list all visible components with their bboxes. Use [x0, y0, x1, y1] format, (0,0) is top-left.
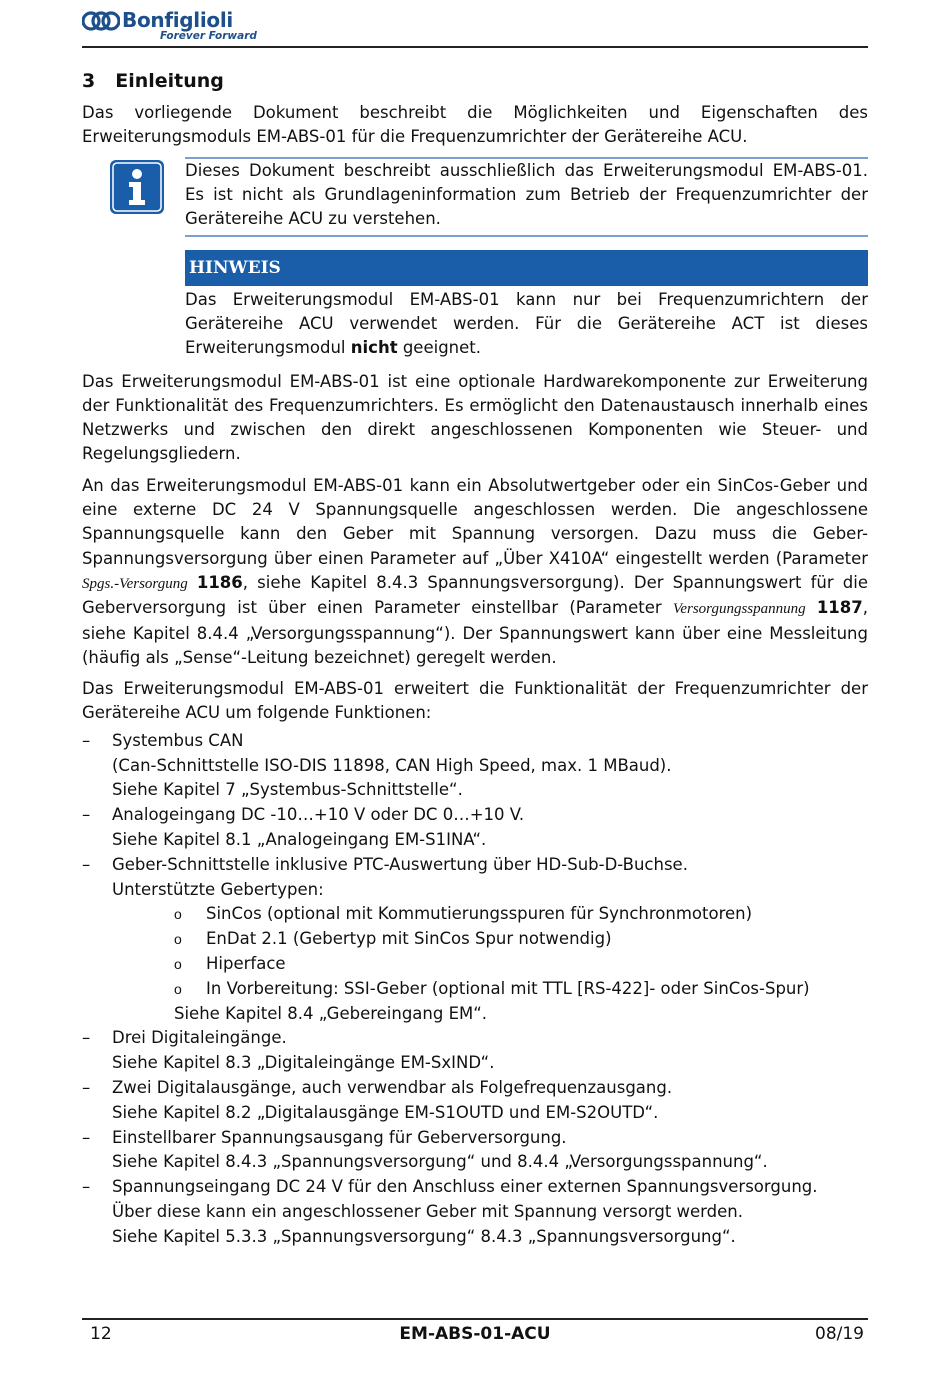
dash-bullet: –	[82, 1028, 91, 1048]
list-item	[82, 1026, 868, 1076]
feature-title: Spannungseingang DC 24 V für den Anschluss einer externen Spannungsversorgung.	[112, 1177, 818, 1197]
intro-paragraph: Das vorliegende Dokument beschreibt die Möglichkeiten und Eigenschaften des Erweiterungsmoduls EM-ABS-01 für die Frequenzumrichter der Gerätereihe ACU.	[82, 103, 868, 147]
note-text-after: geeignet.	[397, 337, 481, 357]
feature-title: Drei Digitaleingänge.	[112, 1028, 287, 1048]
p3-text-1: An das Erweiterungsmodul EM-ABS-01 kann ein Absolutwertgeber oder ein SinCos-Geber und eine externe DC 24 V Spannungsquelle angeschlossen werden. Die angeschlossene Spannungsquelle kann den Geber mit Spannung versorgen. Dazu muss die Geber-Spannungsversorgung über einen Parameter auf „Über X410A“ eingestellt werden (Parameter	[82, 475, 868, 568]
list-item	[82, 803, 868, 853]
feature-title: Zwei Digitalausgänge, auch verwendbar als Folgefrequenzausgang.	[112, 1077, 673, 1097]
p3-text-2: , siehe Kapitel 8.4.3 Spannungsversorgung). Der Spannungswert für die Geberversorgung ist über einen Parameter einstellbar (Parameter	[82, 572, 869, 618]
p3-text-3: , siehe Kapitel 8.4.4 „Versorgungsspannung“). Der Spannungswert kann über eine Messleitung (häufig als „Sense“-Leitung bezeichnet) geregelt werden.	[82, 598, 869, 667]
body-paragraph-3	[82, 474, 868, 670]
body-paragraph-4: Das Erweiterungsmodul EM-ABS-01 erweitert die Funktionalität der Frequenzumrichter der Gerätereihe ACU um folgende Funktionen:	[82, 679, 868, 723]
feature-title: Einstellbarer Spannungsausgang für Geberversorgung.	[112, 1127, 567, 1147]
circle-bullet: o	[174, 980, 182, 997]
list-item	[82, 1175, 868, 1249]
page-header	[82, 8, 868, 48]
list-item	[82, 853, 868, 1027]
feature-reference: Siehe Kapitel 8.4 „Gebereingang EM“.	[174, 1003, 488, 1023]
feature-title: Geber-Schnittstelle inklusive PTC-Auswertung über HD-Sub-D-Buchse.	[112, 854, 688, 874]
note-text-emphasis: nicht	[350, 337, 398, 357]
dash-bullet: –	[82, 1077, 91, 1097]
param-number-1186: 1186	[196, 572, 243, 592]
feature-detail: Über diese kann ein angeschlossener Geber mit Spannung versorgt werden.	[112, 1201, 743, 1221]
brand-tagline: Forever Forward	[160, 30, 257, 42]
feature-list	[82, 729, 868, 1250]
body-paragraph-2: Das Erweiterungsmodul EM-ABS-01 ist eine optionale Hardwarekomponente zur Erweiterung der Funktionalität des Frequenzumrichters. Es ermöglicht den Datenaustausch innerhalb eines Netzwerks und zwischen den direkt angeschlossenen Komponenten wie Steuer- und Regelungsgliedern.	[82, 371, 868, 464]
circle-bullet: o	[174, 906, 182, 923]
feature-title: Systembus CAN	[112, 730, 244, 750]
document-date: 08/19	[815, 1324, 864, 1344]
info-text: Dieses Dokument beschreibt ausschließlich das Erweiterungsmodul EM-ABS-01. Es ist nicht als Grundlageninformation zum Betrieb der Frequenzumrichter der Gerätereihe ACU zu verstehen.	[185, 157, 868, 237]
dash-bullet: –	[82, 805, 91, 825]
encoder-type-label: In Vorbereitung: SSI-Geber (optional mit TTL [RS-422]- oder SinCos-Spur)	[206, 978, 810, 998]
note-heading: HINWEIS	[185, 250, 868, 286]
document-id: EM-ABS-01-ACU	[399, 1324, 551, 1344]
list-item	[82, 1126, 868, 1176]
brand-name: Bonfiglioli	[122, 8, 233, 32]
section-title: Einleitung	[115, 70, 224, 92]
list-item	[82, 1076, 868, 1126]
bonfiglioli-logo-icon	[82, 10, 120, 32]
param-name-1187: Versorgungsspannung	[672, 601, 806, 618]
note-text	[185, 286, 868, 360]
param-name-1186: Spgs.-Versorgung	[82, 575, 188, 592]
info-icon	[109, 159, 165, 215]
encoder-type-label: SinCos (optional mit Kommutierungsspuren für Synchronmotoren)	[206, 904, 753, 924]
encoder-type-list	[112, 902, 868, 1001]
page-number: 12	[90, 1324, 112, 1344]
param-number-1187: 1187	[816, 598, 863, 618]
note-text-before: Das Erweiterungsmodul EM-ABS-01 kann nur bei Frequenzumrichtern der Gerätereihe ACU verwendet werden. Für die Gerätereihe ACT ist dieses Erweiterungsmodul	[185, 289, 868, 357]
dash-bullet: –	[82, 854, 91, 874]
section-number: 3	[82, 70, 96, 92]
dash-bullet: –	[82, 730, 91, 750]
list-item	[82, 729, 868, 803]
encoder-type-item	[174, 902, 868, 927]
encoder-type-label: Hiperface	[206, 953, 286, 973]
encoder-type-item	[174, 977, 868, 1002]
note-box	[185, 250, 868, 360]
feature-reference: Siehe Kapitel 8.3 „Digitaleingänge EM-SxIND“.	[112, 1053, 495, 1073]
feature-detail: Unterstützte Gebertypen:	[112, 879, 324, 899]
feature-reference: Siehe Kapitel 8.2 „Digitalausgänge EM-S1OUTD und EM-S2OUTD“.	[112, 1102, 659, 1122]
dash-bullet: –	[82, 1177, 91, 1197]
feature-detail: (Can-Schnittstelle ISO-DIS 11898, CAN High Speed, max. 1 MBaud).	[112, 755, 672, 775]
feature-reference: Siehe Kapitel 8.4.3 „Spannungsversorgung“ und 8.4.4 „Versorgungsspannung“.	[112, 1152, 768, 1172]
feature-reference: Siehe Kapitel 5.3.3 „Spannungsversorgung“ 8.4.3 „Spannungsversorgung“.	[112, 1226, 736, 1246]
encoder-type-item	[174, 927, 868, 952]
section-heading	[82, 70, 868, 92]
page-footer	[82, 1318, 868, 1346]
circle-bullet: o	[174, 955, 182, 972]
feature-reference: Siehe Kapitel 8.1 „Analogeingang EM-S1INA“.	[112, 829, 487, 849]
dash-bullet: –	[82, 1127, 91, 1147]
encoder-type-label: EnDat 2.1 (Gebertyp mit SinCos Spur notwendig)	[206, 929, 612, 949]
circle-bullet: o	[174, 931, 182, 948]
encoder-type-item	[174, 952, 868, 977]
feature-reference: Siehe Kapitel 7 „Systembus-Schnittstelle“.	[112, 780, 463, 800]
page-content	[82, 70, 868, 1249]
info-box	[82, 157, 868, 238]
feature-title: Analogeingang DC -10…+10 V oder DC 0…+10 V.	[112, 805, 525, 825]
